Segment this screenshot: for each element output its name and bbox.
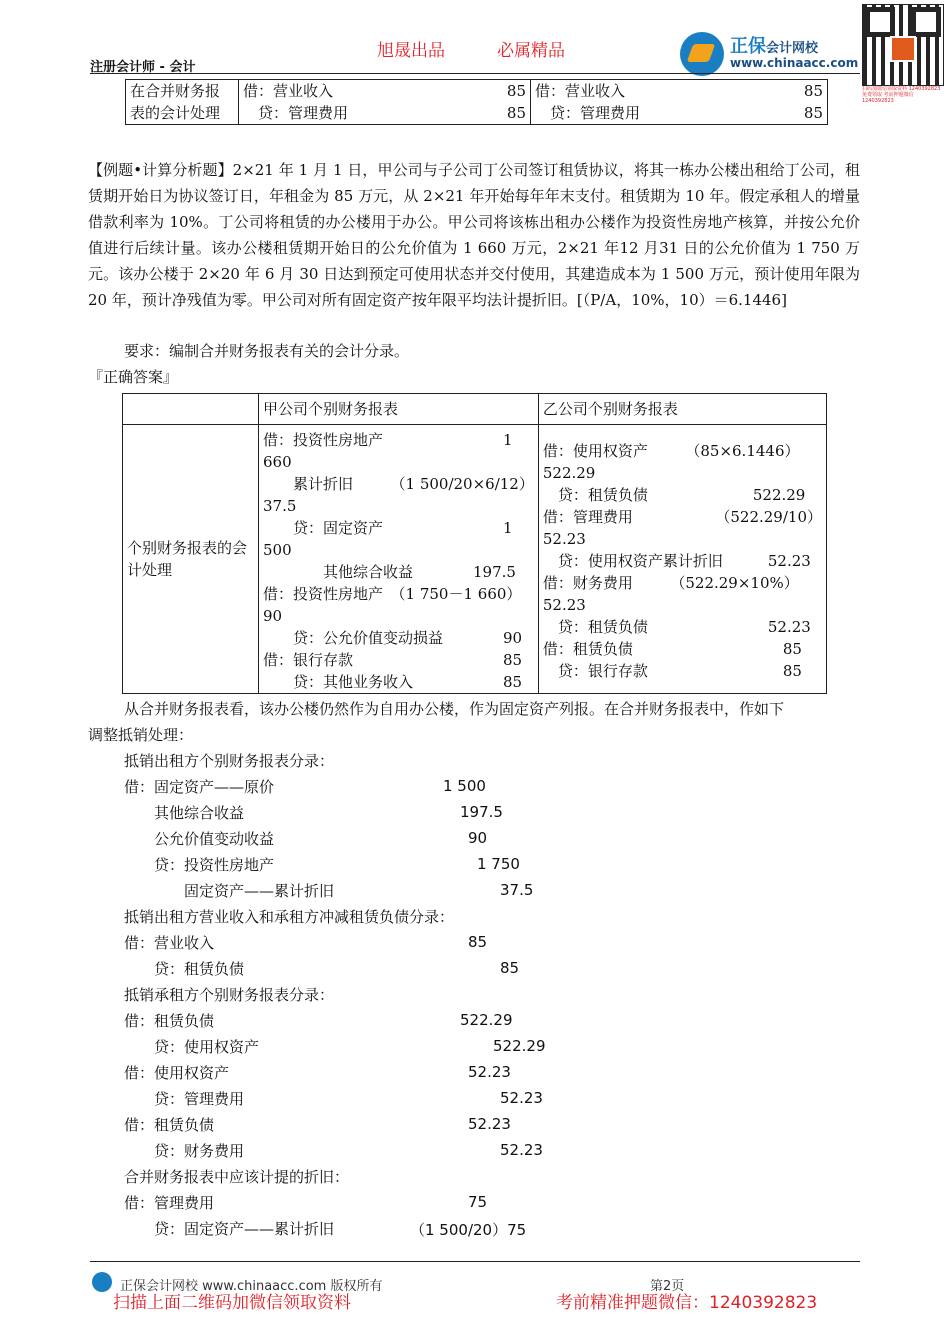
- answer-label: 『正确答案』: [88, 368, 179, 386]
- entry-text: 借：固定资产——原价: [124, 778, 275, 796]
- entry-text: 借：使用权资产: [124, 1064, 230, 1082]
- explanation-line1: 从合并财务报表看，该办公楼仍然作为自用办公楼，作为固定资产列报。在合并财务报表中，作如下: [124, 700, 785, 718]
- entry-line: 借：租赁负债 85: [542, 640, 802, 658]
- entry-line: 贷：租赁负债 52.23: [542, 618, 811, 636]
- entry-line: 52.23: [542, 530, 586, 548]
- page-number: 第2页: [650, 1279, 685, 1294]
- entry-line: 借：投资性房地产 （1 750－1 660）: [263, 585, 522, 603]
- entry-line: 借：使用权资产 （85×6.1446）: [542, 442, 800, 460]
- answer-table: [122, 393, 827, 694]
- section-title: 合并财务报表中应该计提的折旧：: [124, 1168, 350, 1186]
- entry-text: 固定资产——累计折旧: [124, 882, 335, 900]
- entry-amount: 522.29: [493, 1037, 546, 1055]
- entry-line: 522.29: [542, 464, 596, 482]
- entry-line: 贷：使用权资产累计折旧 52.23: [542, 552, 811, 570]
- entry-amount: 197.5: [460, 803, 503, 821]
- entry-line: 660: [263, 453, 292, 471]
- col2-header: 乙公司个别财务报表: [538, 394, 826, 425]
- entry-text: 借：租赁负债: [124, 1116, 215, 1134]
- header-promo-right: 必属精品: [497, 41, 565, 61]
- requirement-text: 要求：编制合并财务报表有关的会计分录。: [124, 342, 410, 360]
- top-table-label: 在合并财务报表的会计处理: [126, 80, 239, 125]
- qr-center-badge: [890, 36, 916, 62]
- answer-table-corner: [123, 394, 259, 425]
- logo-name: 正保会计网校: [730, 36, 819, 57]
- entry-amount: 90: [468, 829, 488, 847]
- row-label: 个别财务报表的会计处理: [123, 425, 259, 694]
- footer-rule: [90, 1261, 860, 1262]
- footer-promo-right: 考前精准押题微信：1240392823: [556, 1293, 818, 1313]
- entry-amount: 52.23: [500, 1141, 543, 1159]
- entry-text: 公允价值变动收益: [124, 830, 275, 848]
- entry-line: 90: [263, 607, 283, 625]
- entry-text: 借：管理费用: [124, 1194, 215, 1212]
- entry-amount: 52.23: [468, 1115, 511, 1133]
- entry-amount: 37.5: [500, 881, 534, 899]
- entry-text: 贷：投资性房地产: [124, 856, 275, 874]
- entry-text: 借：租赁负债: [124, 1012, 215, 1030]
- entry-text: 其他综合收益: [124, 804, 245, 822]
- entry-text: 贷：固定资产——累计折旧: [124, 1220, 335, 1238]
- logo-icon: [680, 32, 724, 76]
- entry-amount: 85: [500, 959, 520, 977]
- entry-amount: 1 500: [443, 777, 486, 795]
- entry-line: 贷：租赁负债 522.29: [542, 486, 806, 504]
- entry-line: 贷：其他业务收入 85: [263, 673, 523, 691]
- top-table: [125, 79, 828, 125]
- footer-promo-left: 扫描上面二维码加微信领取资料: [113, 1293, 351, 1313]
- section-title: 抵销出租方个别财务报表分录：: [124, 752, 335, 770]
- entry-text: 借：营业收入: [124, 934, 215, 952]
- entry-line: 500: [263, 541, 292, 559]
- logo-url: www.chinaacc.com: [730, 56, 859, 70]
- entry-text: 贷：租赁负债: [124, 960, 245, 978]
- top-table-left: 借：营业收入 85 贷：管理费用 85: [239, 80, 531, 125]
- entry-line: 累计折旧 （1 500/20×6/12）: [263, 475, 534, 493]
- entry-amount: 52.23: [468, 1063, 511, 1081]
- entry-line: 借：财务费用 （522.29×10%）: [542, 574, 799, 592]
- footer-logo-icon: [92, 1272, 112, 1292]
- entry-amount: 522.29: [460, 1011, 513, 1029]
- course-title: 注册会计师 - 会计: [90, 60, 196, 75]
- entry-line: 37.5: [263, 497, 297, 515]
- entry-text: 贷：使用权资产: [124, 1038, 260, 1056]
- entry-line: 贷：固定资产 1: [263, 519, 513, 537]
- entry-amount: （1 500/20）75: [410, 1221, 527, 1239]
- entry-amount: 75: [468, 1193, 488, 1211]
- entry-line: 52.23: [542, 596, 586, 614]
- top-table-right: 借：营业收入 85 贷：管理费用 85: [531, 80, 828, 125]
- col2-entries: [538, 425, 826, 694]
- col1-entries: [259, 425, 539, 694]
- question-text: 【例题•计算分析题】2×21 年 1 月 1 日，甲公司与子公司丁公司签订租赁协议，将其一栋办公楼出租给丁公司，租赁期开始日为协议签订日，年租金为 85 万元，从 2×21 年开始每年年末支付。租赁期为 10 年。假定承租人的增量借款利率为 10%。丁公司将租赁的办公楼用于办公。甲公司将该栋出租办公楼作为投资性房地产核算，并按公允价值进行后续计量。该办公楼租赁期开始日的公允价值为 1 660 万元，2×21 年12 月31 日的公允价值为 1 750 万元。该办公楼于 2×20 年 6 月 30 日达到预定可使用状态并交付使用，其建造成本为 1 500 万元，预计使用年限为 20 年，预计净残值为零。甲公司对所有固定资产按年限平均法计提折旧。[（P/A，10%，10）＝6.1446]: [88, 161, 860, 309]
- entry-amount: 52.23: [500, 1089, 543, 1107]
- entry-text: 贷：管理费用: [124, 1090, 245, 1108]
- entry-amount: 1 750: [477, 855, 520, 873]
- entry-line: 借：管理费用 （522.29/10）: [542, 508, 822, 526]
- header-promo-left: 旭晟出品: [377, 41, 445, 61]
- entry-line: 借：投资性房地产 1: [263, 431, 513, 449]
- footer-copyright: 正保会计网校 www.chinaacc.com 版权所有: [120, 1279, 383, 1294]
- explanation-line2: 调整抵销处理：: [88, 726, 194, 744]
- entry-amount: 85: [468, 933, 488, 951]
- entry-line: 贷：银行存款 85: [542, 662, 802, 680]
- chinaacc-logo: [680, 30, 860, 76]
- header-rule: [90, 73, 860, 74]
- entry-line: 其他综合收益 197.5: [263, 563, 516, 581]
- entry-line: 借：银行存款 85: [263, 651, 523, 669]
- qr-note: 扫码加微信领取资料 1240392823 免费领取 考前押题微信 1240392823: [862, 86, 941, 104]
- entry-line: 贷：公允价值变动损益 90: [263, 629, 523, 647]
- section-title: 抵销出租方营业收入和承租方冲减租赁负债分录：: [124, 908, 455, 926]
- section-title: 抵销承租方个别财务报表分录：: [124, 986, 335, 1004]
- entry-text: 贷：财务费用: [124, 1142, 245, 1160]
- col1-header: 甲公司个别财务报表: [259, 394, 539, 425]
